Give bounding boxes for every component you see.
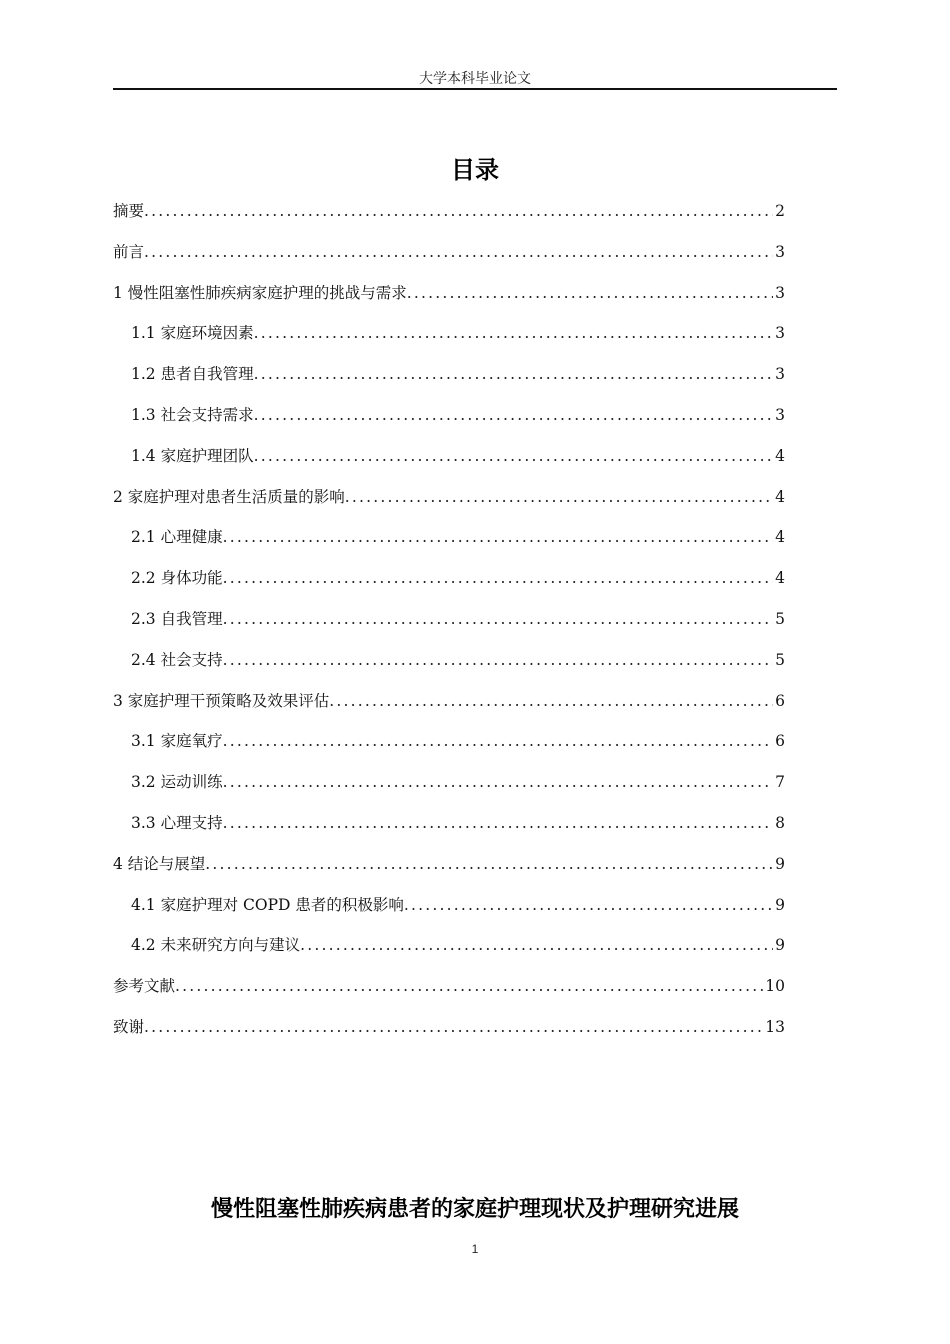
toc-entry[interactable]: [113, 360, 785, 401]
toc-entry[interactable]: [113, 646, 785, 687]
toc-entry-page: 4: [775, 569, 785, 588]
toc-entry-page: 3: [775, 324, 785, 343]
toc-entry-label: 1 慢性阻塞性肺疾病家庭护理的挑战与需求: [113, 283, 407, 302]
toc-leader-dots: [223, 605, 774, 633]
toc-entry-page: 2: [775, 202, 785, 220]
toc-leader-dots: [223, 523, 774, 551]
toc-leader-dots: [254, 401, 774, 429]
toc-leader-dots: [175, 972, 763, 1000]
toc-entry-page: 5: [775, 650, 785, 669]
toc-entry[interactable]: [113, 931, 785, 972]
toc-leader-dots: [254, 319, 774, 347]
toc-entry-label: 1.3 社会支持需求: [131, 405, 254, 424]
toc-entry[interactable]: [113, 687, 785, 728]
toc-entry-label: 4 结论与展望: [113, 854, 206, 873]
toc-entry-label: 3.3 心理支持: [131, 813, 223, 832]
toc-entry[interactable]: [113, 1013, 785, 1054]
toc-entry-label: 4.1 家庭护理对 COPD 患者的积极影响: [131, 895, 404, 914]
toc-leader-dots: [223, 646, 774, 674]
toc-entry-page: 9: [775, 895, 785, 914]
page-header: 大学本科毕业论文: [419, 71, 531, 87]
toc-entry-label: 3.2 运动训练: [131, 773, 223, 792]
toc-leader-dots: [144, 1013, 763, 1041]
table-of-contents: [113, 197, 785, 1054]
toc-entry[interactable]: [113, 809, 785, 850]
toc-leader-dots: [223, 564, 774, 592]
toc-entry[interactable]: [113, 891, 785, 932]
toc-entry-page: 9: [775, 936, 785, 955]
toc-leader-dots: [407, 279, 773, 307]
toc-entry[interactable]: [113, 768, 785, 809]
toc-entry-label: 2.2 身体功能: [131, 569, 223, 588]
toc-entry-label: 2.1 心理健康: [131, 528, 223, 547]
toc-leader-dots: [345, 483, 773, 511]
toc-entry-label: 2.4 社会支持: [131, 650, 223, 669]
toc-entry[interactable]: [113, 564, 785, 605]
toc-entry-label: 致谢: [113, 1017, 145, 1036]
toc-entry-label: 3 家庭护理干预策略及效果评估: [113, 691, 330, 710]
toc-leader-dots: [223, 727, 774, 755]
toc-entry-page: 6: [775, 732, 785, 751]
toc-entry-page: 3: [775, 283, 785, 302]
toc-leader-dots: [254, 442, 774, 470]
toc-entry-page: 3: [775, 242, 785, 261]
toc-entry-page: 4: [775, 446, 785, 465]
toc-entry-page: 8: [775, 813, 785, 832]
toc-entry-page: 3: [775, 365, 785, 384]
toc-entry-label: 1.1 家庭环境因素: [131, 324, 254, 343]
toc-entry-page: 10: [765, 977, 785, 996]
toc-leader-dots: [144, 197, 773, 225]
toc-entry-label: 2.3 自我管理: [131, 609, 223, 628]
toc-entry-label: 3.1 家庭氧疗: [131, 732, 223, 751]
toc-entry[interactable]: [113, 483, 785, 524]
toc-entry[interactable]: [113, 850, 785, 891]
toc-leader-dots: [329, 687, 773, 715]
toc-entry-label: 前言: [113, 242, 145, 261]
toc-entry[interactable]: [113, 605, 785, 646]
toc-entry[interactable]: [113, 401, 785, 442]
header-divider: [113, 88, 837, 90]
toc-entry-page: 13: [765, 1017, 785, 1036]
toc-leader-dots: [223, 768, 774, 796]
toc-entry-label: 1.2 患者自我管理: [131, 365, 254, 384]
toc-entry[interactable]: [113, 238, 785, 279]
toc-entry-label: 2 家庭护理对患者生活质量的影响: [113, 487, 345, 506]
toc-entry-label: 摘要: [113, 202, 145, 220]
toc-leader-dots: [254, 360, 774, 388]
toc-entry[interactable]: [113, 197, 785, 238]
toc-entry-label: 4.2 未来研究方向与建议: [131, 936, 301, 955]
toc-entry[interactable]: [113, 727, 785, 768]
toc-leader-dots: [144, 238, 773, 266]
toc-leader-dots: [404, 891, 773, 919]
toc-entry-page: 5: [775, 609, 785, 628]
toc-entry-page: 3: [775, 405, 785, 424]
toc-entry[interactable]: [113, 442, 785, 483]
page-number: 1: [471, 1242, 479, 1256]
toc-leader-dots: [205, 850, 773, 878]
paper-title: 慢性阻塞性肺疾病患者的家庭护理现状及护理研究进展: [210, 1197, 739, 1222]
toc-entry[interactable]: [113, 972, 785, 1013]
toc-leader-dots: [300, 931, 773, 959]
toc-entry[interactable]: [113, 319, 785, 360]
toc-title: 目录: [451, 156, 499, 184]
toc-entry-label: 1.4 家庭护理团队: [131, 446, 254, 465]
toc-entry-page: 7: [775, 773, 785, 792]
toc-leader-dots: [223, 809, 774, 837]
toc-entry-page: 4: [775, 528, 785, 547]
toc-entry-page: 6: [775, 691, 785, 710]
toc-entry-page: 4: [775, 487, 785, 506]
toc-entry-label: 参考文献: [113, 977, 176, 996]
toc-entry[interactable]: [113, 523, 785, 564]
toc-entry-page: 9: [775, 854, 785, 873]
toc-entry[interactable]: [113, 279, 785, 320]
